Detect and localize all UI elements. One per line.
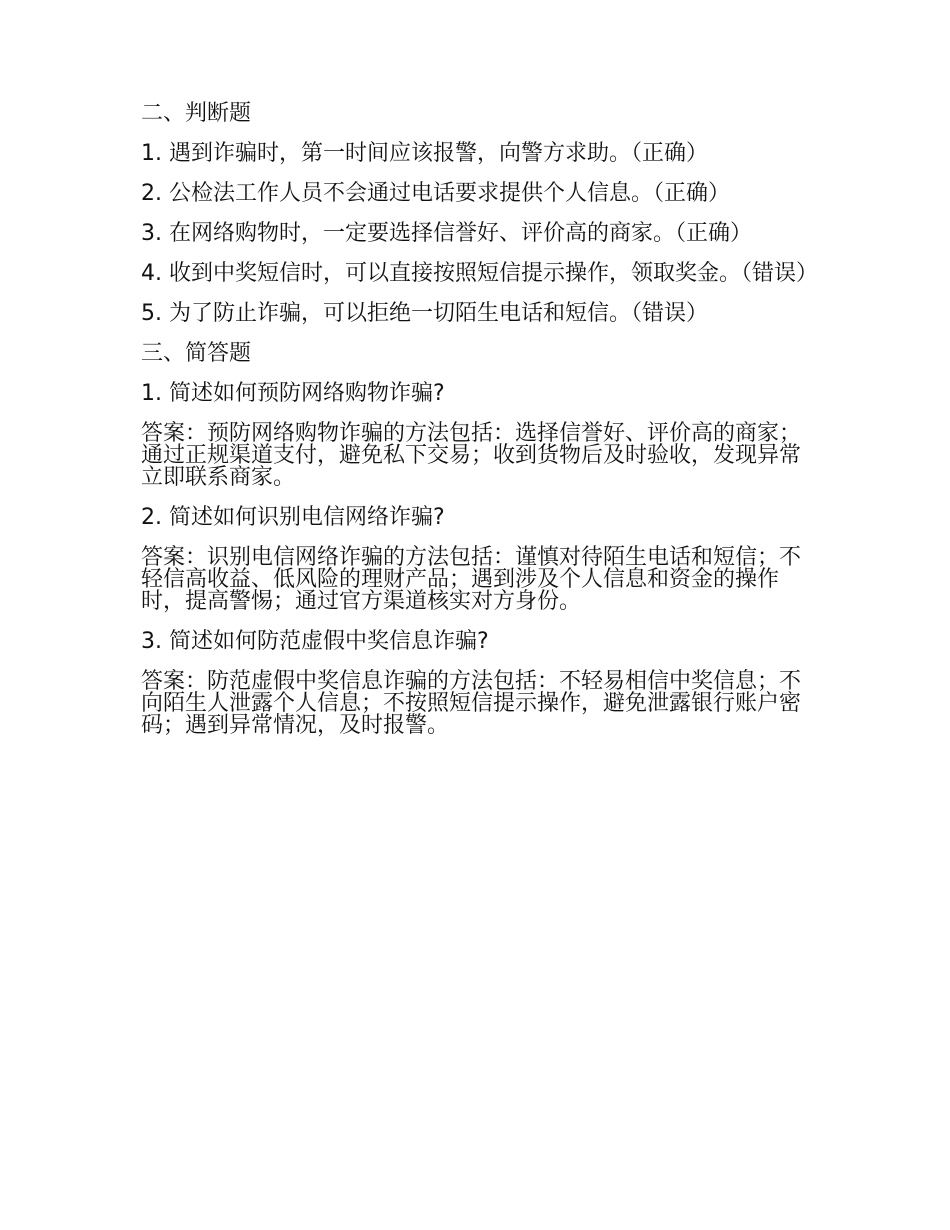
section-heading-short-answer: 三、简答题 (141, 341, 252, 366)
judge-item-5: 5. 为了防止诈骗，可以拒绝一切陌生电话和短信。（错误） (141, 301, 708, 326)
section-heading-judge: 二、判断题 (141, 101, 252, 126)
judge-item-3: 3. 在网络购物时，一定要选择信誉好、评价高的商家。（正确） (141, 221, 752, 246)
answer-3: 答案：防范虚假中奖信息诈骗的方法包括：不轻易相信中奖信息；不向陌生人泄露个人信息；不按照短信提示操作，避免泄露银行账户密码；遇到异常情况，及时报警。 (141, 669, 802, 738)
question-1: 1. 简述如何预防网络购物诈骗? (141, 381, 445, 406)
document-page (141, 103, 816, 755)
judge-item-2: 2. 公检法工作人员不会通过电话要求提供个人信息。（正确） (141, 181, 730, 206)
answer-2: 答案：识别电信网络诈骗的方法包括：谨慎对待陌生电话和短信；不轻信高收益、低风险的理财产品；遇到涉及个人信息和资金的操作时，提高警惕；通过官方渠道核实对方身份。 (141, 545, 802, 614)
answer-1: 答案：预防网络购物诈骗的方法包括：选择信誉好、评价高的商家；通过正规渠道支付，避免私下交易；收到货物后及时验收，发现异常立即联系商家。 (141, 421, 802, 490)
judge-item-4: 4. 收到中奖短信时，可以直接按照短信提示操作，领取奖金。（错误） (141, 261, 818, 286)
question-3: 3. 简述如何防范虚假中奖信息诈骗? (141, 629, 489, 654)
question-2: 2. 简述如何识别电信网络诈骗? (141, 505, 445, 530)
judge-item-1: 1. 遇到诈骗时，第一时间应该报警，向警方求助。（正确） (141, 141, 708, 166)
